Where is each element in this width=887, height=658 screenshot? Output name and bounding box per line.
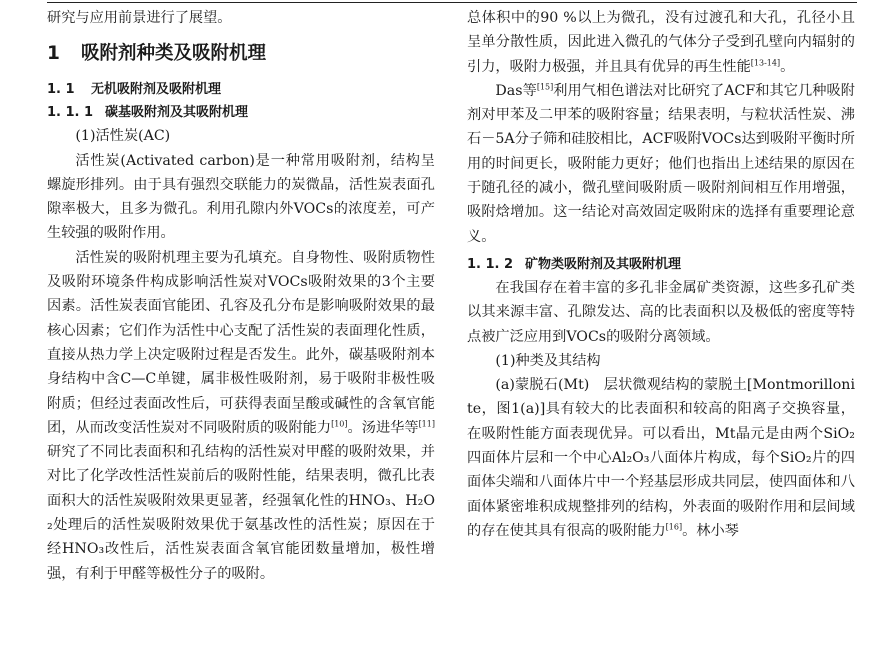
citation: [15] (536, 82, 554, 92)
header-rule (47, 2, 857, 3)
citation: [10] (331, 419, 348, 429)
section-1-1-heading (47, 78, 435, 101)
paragraph-acf-continued (467, 6, 855, 79)
text-run: 。汤进华等 (347, 419, 419, 436)
section-number: 1. 1. 2 (467, 256, 514, 272)
citation: [11] (418, 419, 435, 429)
subheading-types-structure: (1)种类及其结构 (495, 352, 601, 369)
text-run: 。林小琴 (682, 522, 739, 539)
paragraph-mineral-resources: 在我国存在着丰富的多孔非金属矿类资源，这些多孔矿类以其来源丰富、孔隙发达、高的比表面积以及极低的密度等特点被广泛应用到VOCs的吸附分离领域。 (467, 279, 855, 345)
paragraph-adsorption-mechanism (47, 246, 435, 586)
text-run: 。 (780, 58, 795, 75)
section-title: 吸附剂种类及吸附机理 (81, 43, 267, 65)
right-column (467, 6, 855, 543)
text-run: 研究了不同比表面积和孔结构的活性炭对甲醛的吸附效果，并对比了化学改性活性炭前后的吸附性能，结果表明，微孔比表面积大的活性炭吸附效果更显著，经强氧化性的HNO₃、H₂O₂处理后的活性炭吸附效果优于氨基改性的活性炭；原因在于经HNO₃改性后，活性炭表面含氧官能团数量增加，极性增强，有利于甲醛等极性分子的吸附。 (47, 444, 435, 582)
left-column (47, 6, 435, 586)
section-1-heading (47, 42, 435, 66)
paragraph-activated-carbon-intro: 活性炭(Activated carbon)是一种常用吸附剂，结构呈螺旋形排列。由于具有强烈交联能力的炭微晶，活性炭表面孔隙率极大，且多为微孔。利用孔隙内外VOCs的浓度差，可产生较强的吸附作用。 (47, 152, 435, 242)
section-title: 无机吸附剂及吸附机理 (91, 82, 222, 98)
section-title: 碳基吸附剂及其吸附机理 (105, 105, 249, 121)
paragraph-das-study (467, 79, 855, 249)
citation: [13-14] (750, 57, 781, 67)
paragraph-montmorillonite (467, 373, 855, 543)
text-run: Das等 (495, 82, 537, 99)
text-run: 活性炭的吸附机理主要为孔填充。自身物性、吸附质物性及吸附环境条件构成影响活性炭对VOCs吸附效果的3个主要因素。活性炭表面官能团、孔容及孔分布是影响吸附效果的最核心因素；它们作为活性中心支配了活性炭的表面理化性质，直接从热力学上决定吸附过程是否发生。此外，碳基吸附剂本身结构中含C—C单键，属非极性吸附剂，易于吸附非极性吸附质；但经过表面改性后，可获得表面呈酸或碱性的含氧官能团，从而改变活性炭对不同吸附质的吸附能力 (47, 249, 435, 436)
section-number: 1. 1. 1 (47, 105, 94, 121)
text-run: 总体积中的90 %以上为微孔，没有过渡孔和大孔，孔径小且呈单分散性质，因此进入微孔的气体分子受到孔壁向内辐射的引力，吸附力极强，并且具有优异的再生性能 (467, 10, 855, 75)
text-run: (a)蒙脱石(Mt) 层状微观结构的蒙脱土[Montmorillonite，图1(a)]具有较大的比表面积和较高的阳离子交换容量，在吸附性能方面表现优异。可以看出，Mt晶元是由两个SiO₂四面体片层和一个中心Al₂O₃八面体片构成，每个SiO₂片的四面体尖端和八面体片中一个羟基层形成共同层，使四面体和八面体紧密堆积成规整排列的结构，外表面的吸附作用和层间域的存在使其具有很高的吸附能力 (467, 377, 855, 539)
section-number: 1 (47, 43, 60, 65)
section-1-1-2-heading (467, 253, 855, 276)
subheading-activated-carbon: (1)活性炭(AC) (75, 128, 171, 145)
citation: [16] (665, 522, 683, 532)
intro-paragraph: 研究与应用前景进行了展望。 (47, 10, 232, 26)
section-number: 1. 1 (47, 82, 75, 98)
section-1-1-1-heading (47, 101, 435, 124)
section-title: 矿物类吸附剂及其吸附机理 (525, 256, 682, 272)
text-run: 利用气相色谱法对比研究了ACF和其它几种吸附剂对甲苯及二甲苯的吸附容量；结果表明，与粒状活性炭、沸石－5A分子筛和硅胶相比，ACF吸附VOCs达到吸附平衡时所用的时间更长，吸附能力更好；他们也指出上述结果的原因在于随孔径的减小，微孔壁间吸附质－吸附剂间相互作用增强，吸附焓增加。这一结论对高效固定吸附床的选择有重要理论意义。 (467, 82, 855, 245)
